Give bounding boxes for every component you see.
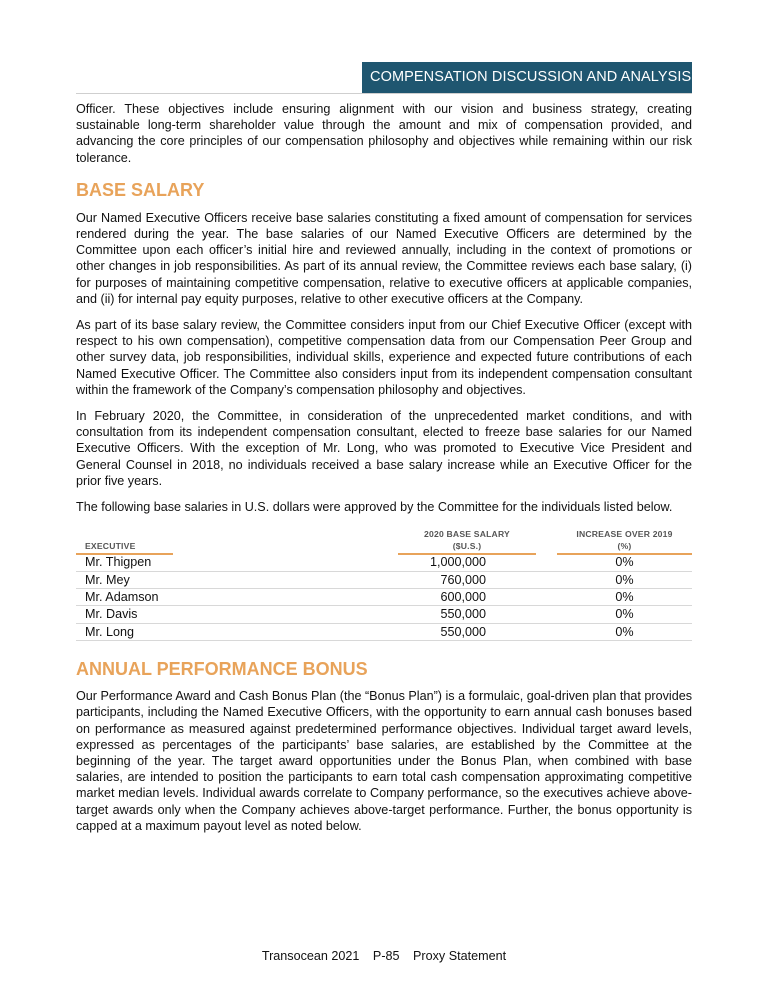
executive-name-cell: Mr. Mey — [85, 572, 130, 587]
table-row — [76, 554, 692, 571]
table-body — [76, 554, 692, 641]
footer-document: Proxy Statement — [413, 949, 507, 963]
base-salary-paragraph-4: The following base salaries in U.S. dollars were approved by the Committee for the individuals listed below. — [76, 500, 673, 515]
section-title: COMPENSATION DISCUSSION AND ANALYSIS — [370, 69, 692, 85]
executive-name-cell: Mr. Long — [85, 624, 135, 639]
column-header-executive-label: EXECUTIVE — [85, 541, 136, 552]
page-content — [76, 101, 692, 834]
table-row — [76, 589, 692, 606]
salary-cell: 1,000,000 — [429, 555, 486, 570]
intro-paragraph: Officer. These objectives include ensuring alignment with our vision and business strategy, creating sustainable long-term shareholder value through the amount and mix of compensation provided, and advancing the core principles of our compensation philosophy and objectives while remaining within our risk tolerance. — [76, 102, 692, 165]
increase-cell: 0% — [615, 624, 634, 639]
column-header-increase-line2: (%) — [617, 541, 632, 552]
column-header-salary-line1: 2020 BASE SALARY — [424, 529, 510, 540]
base-salary-table — [76, 524, 692, 641]
section-header-bar — [362, 62, 692, 93]
base-salary-heading: BASE SALARY — [76, 179, 205, 200]
footer-company: Transocean 2021 — [261, 949, 360, 963]
increase-cell: 0% — [615, 607, 634, 622]
column-header-executive — [76, 540, 174, 552]
table-row — [76, 624, 692, 641]
page-footer — [0, 949, 768, 963]
column-header-increase-line1: INCREASE OVER 2019 — [576, 529, 673, 540]
table-row — [76, 606, 692, 623]
column-header-salary — [398, 528, 536, 552]
salary-cell: 760,000 — [440, 572, 486, 587]
column-header-salary-line2: ($U.S.) — [452, 541, 482, 552]
base-salary-paragraph-1: Our Named Executive Officers receive base salaries constituting a fixed amount of compensation for services rendered during the year. The base salaries of our Named Executive Officers are determined by the Committee upon each officer’s initial hire and reviewed annually, including in the context of promotions or other changes in job responsibilities. As part of its annual review, the Committee reviews each base salary, (i) for purposes of maintaining competitive compensation, relative to executive officers at applicable companies, and (ii) for internal pay equity purposes, relative to other executive officers at the Company. — [76, 210, 692, 306]
executive-name-cell: Mr. Adamson — [85, 590, 159, 605]
executive-name-cell: Mr. Thigpen — [85, 555, 152, 570]
footer-page-number: P-85 — [372, 949, 400, 963]
annual-bonus-paragraph: Our Performance Award and Cash Bonus Plan (the “Bonus Plan”) is a formulaic, goal-driven plan that provides participants, including the Named Executive Officers, with the opportunity to earn annual cash bonuses based on performance as measured against predetermined performance objectives. Individual target award levels, expressed as percentages of the participants’ base salaries, are established by the Committee at the beginning of the year. The target award opportunities under the Bonus Plan, when combined with base salaries, are intended to position the participants to earn total cash compensation approximating competitive market median levels. Individual awards correlate to Company performance, so the executives achieve above-target awards only when the Company achieves above-target performance. Further, the bonus opportunity is capped at a maximum payout level as noted below. — [76, 689, 692, 833]
table-row — [76, 572, 692, 589]
salary-cell: 550,000 — [440, 607, 486, 622]
executive-name-cell: Mr. Davis — [85, 607, 138, 622]
table-header — [76, 524, 692, 554]
base-salary-paragraph-2: As part of its base salary review, the Committee considers input from our Chief Executive Officer (except with respect to his own compensation), competitive compensation data from our Compensation Peer Group and other survey data, job responsibilities, individual skills, experience and expected future contributions of each Named Executive Officer. The Committee also considers input from its independent compensation consultant within the framework of the Company’s compensation philosophy and objectives. — [76, 318, 692, 397]
salary-cell: 600,000 — [440, 590, 486, 605]
column-header-increase — [557, 528, 692, 552]
base-salary-paragraph-3: In February 2020, the Committee, in consideration of the unprecedented market conditions, and with consultation from its independent compensation consultant, elected to freeze base salaries for our Named Executive Officers. With the exception of Mr. Long, who was promoted to Executive Vice President and General Counsel in 2018, no individuals received a base salary increase while an Executive Officer for the prior five years. — [76, 409, 692, 488]
increase-cell: 0% — [615, 590, 634, 605]
increase-cell: 0% — [615, 572, 634, 587]
annual-bonus-heading: ANNUAL PERFORMANCE BONUS — [76, 659, 368, 680]
salary-cell: 550,000 — [440, 624, 486, 639]
header-divider — [76, 93, 692, 94]
increase-cell: 0% — [615, 555, 634, 570]
